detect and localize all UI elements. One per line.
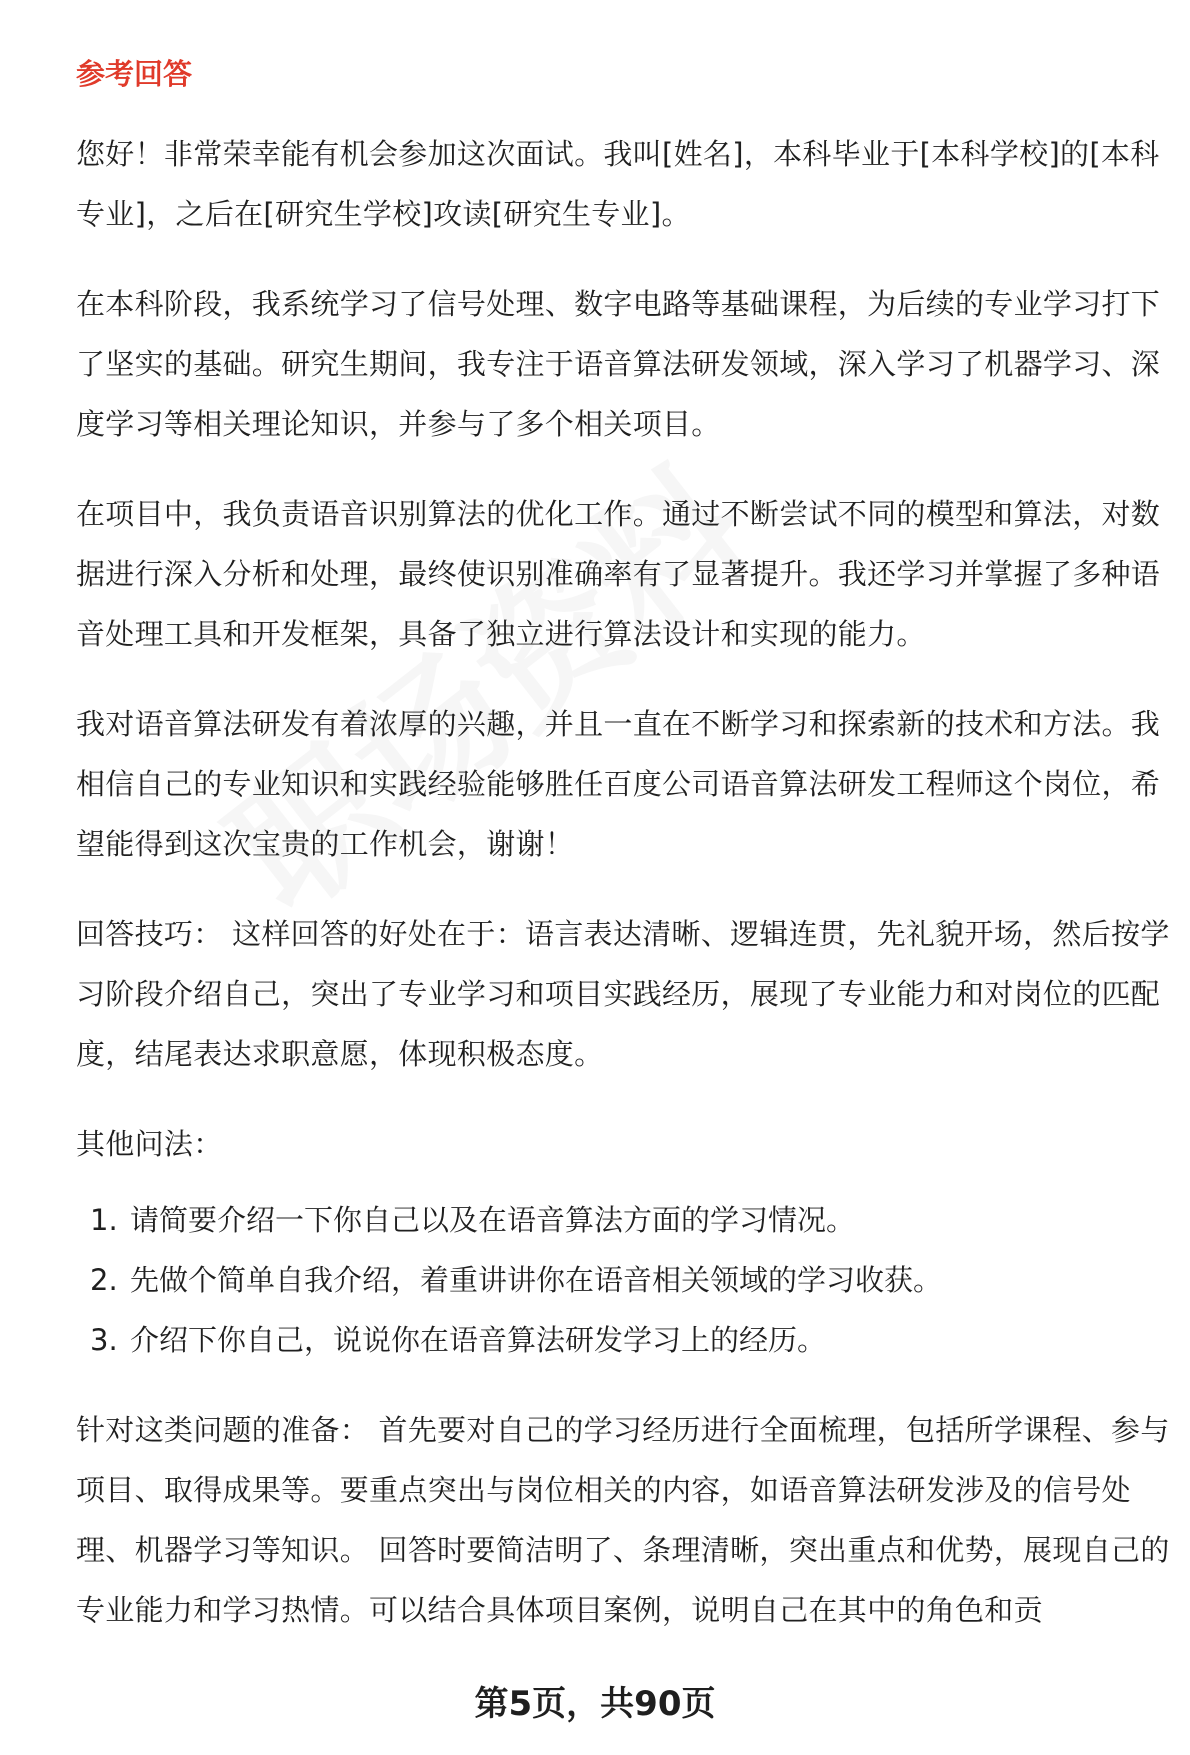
- answer-tips-text: 这样回答的好处在于：语言表达清晰、逻辑连贯，先礼貌开场，然后按学习阶段介绍自己，突出了专业学习和项目实践经历，展现了专业能力和对岗位的匹配度，结尾表达求职意愿，体现积极态度。: [76, 917, 1170, 1071]
- list-item-text: 请简要介绍一下你自己以及在语音算法方面的学习情况。: [130, 1203, 856, 1237]
- list-item-text: 先做个简单自我介绍，着重讲讲你在语音相关领域的学习收获。: [130, 1263, 943, 1297]
- other-questions-label: 其他问法：: [76, 1127, 223, 1161]
- page-number: 第5页，共90页: [474, 1684, 716, 1724]
- list-item: [76, 1250, 1171, 1310]
- section-heading: 参考回答: [76, 57, 193, 91]
- list-item: [76, 1310, 1171, 1370]
- paragraph-intro: 您好！非常荣幸能有机会参加这次面试。我叫[姓名]，本科毕业于[本科学校]的[本科专业]，之后在[研究生学校]攻读[研究生专业]。: [76, 137, 1160, 231]
- list-item-number: 3.: [90, 1323, 118, 1357]
- other-questions-list: [76, 1190, 1171, 1370]
- answer-tips-label: 回答技巧：: [76, 917, 223, 951]
- page-content: [76, 50, 1171, 1670]
- preparation-advice: [76, 1400, 1171, 1640]
- answer-tips: [76, 904, 1171, 1084]
- list-item: [76, 1190, 1171, 1250]
- paragraph-closing: 我对语音算法研发有着浓厚的兴趣，并且一直在不断学习和探索新的技术和方法。我相信自己的专业知识和实践经验能够胜任百度公司语音算法研发工程师这个岗位，希望能得到这次宝贵的工作机会，谢谢！: [76, 707, 1161, 861]
- list-item-number: 2.: [90, 1263, 118, 1297]
- list-item-number: 1.: [90, 1203, 118, 1237]
- preparation-label: 针对这类问题的准备：: [76, 1413, 370, 1447]
- list-item-text: 介绍下你自己，说说你在语音算法研发学习上的经历。: [130, 1323, 827, 1357]
- preparation-text: 首先要对自己的学习经历进行全面梳理，包括所学课程、参与项目、取得成果等。要重点突出与岗位相关的内容，如语音算法研发涉及的信号处理、机器学习等知识。 回答时要简洁明了、条理清晰，突出重点和优势，展现自己的专业能力和学习热情。可以结合具体项目案例，说明自己在其中的角色和贡: [76, 1413, 1170, 1627]
- paragraph-undergrad: 在本科阶段，我系统学习了信号处理、数字电路等基础课程，为后续的专业学习打下了坚实的基础。研究生期间，我专注于语音算法研发领域，深入学习了机器学习、深度学习等相关理论知识，并参与了多个相关项目。: [76, 287, 1161, 441]
- paragraph-project: 在项目中，我负责语音识别算法的优化工作。通过不断尝试不同的模型和算法，对数据进行深入分析和处理，最终使识别准确率有了显著提升。我还学习并掌握了多种语音处理工具和开发框架，具备了独立进行算法设计和实现的能力。: [76, 497, 1161, 651]
